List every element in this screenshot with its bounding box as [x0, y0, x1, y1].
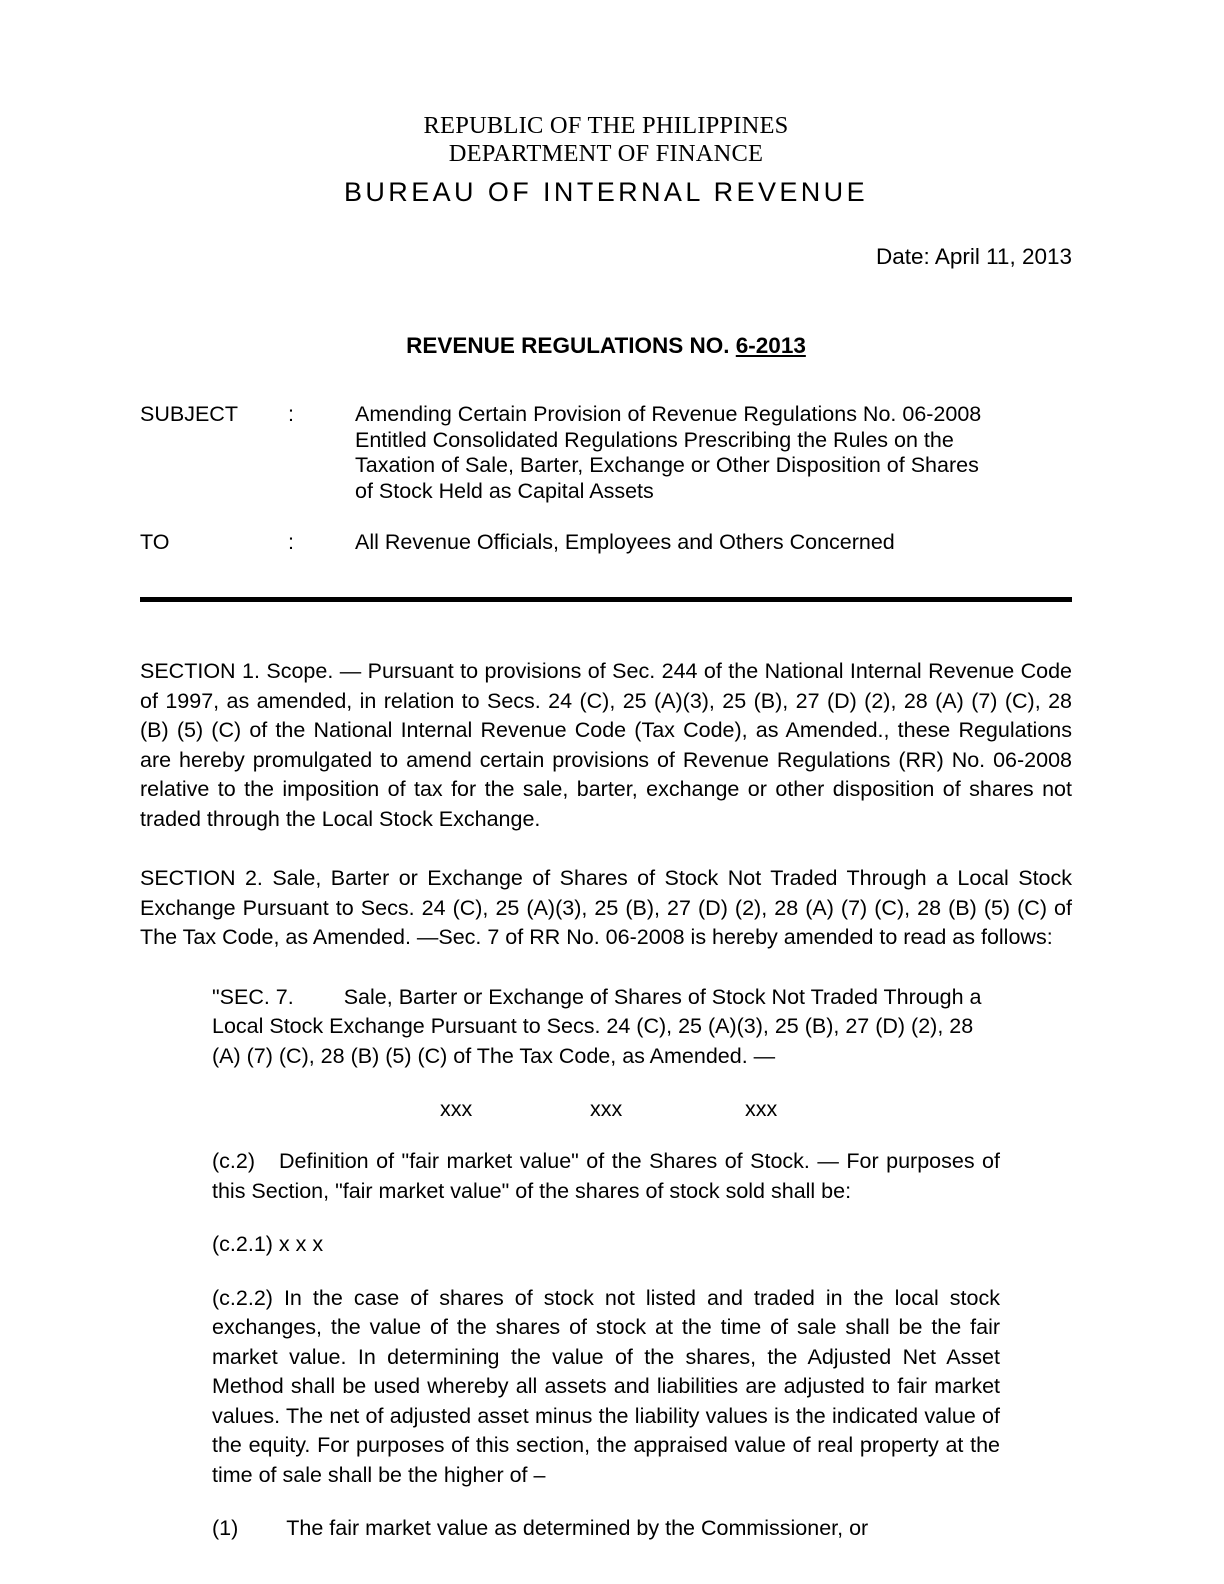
- xxx-mark: xxx: [440, 1097, 473, 1121]
- to-colon: :: [288, 530, 294, 554]
- c21-paragraph: (c.2.1) x x x: [212, 1232, 324, 1256]
- subject-line: of Stock Held as Capital Assets: [355, 478, 654, 503]
- item-1-text: The fair market value as determined by the Commissioner, or: [286, 1516, 869, 1540]
- sec7-paragraph: [212, 983, 1000, 1072]
- subject-line: Entitled Consolidated Regulations Prescribing the Rules on the: [355, 427, 954, 452]
- item-1-paragraph: [212, 1514, 1000, 1544]
- subject-row: [140, 402, 1072, 504]
- c2-paragraph: [212, 1147, 1000, 1206]
- to-label: TO: [140, 530, 170, 554]
- c2-text: Definition of "fair market value" of the Shares of Stock. — For purposes of this Section, "fair market value" of the shares of stock sold shall be:: [212, 1149, 1000, 1203]
- subject-colon: :: [288, 402, 294, 426]
- header-divider-rule: [140, 597, 1072, 602]
- regulation-title-prefix: REVENUE REGULATIONS NO.: [406, 333, 736, 358]
- xxx-mark: xxx: [590, 1097, 623, 1121]
- to-value: [355, 530, 1072, 556]
- document-body: [140, 657, 1072, 1568]
- c22-paragraph: (c.2.2) In the case of shares of stock not listed and traded in the local stock exchanges, the value of the shares of stock at the time of sale shall be the fair market value. In determining the value of the shares, the Adjusted Net Asset Method shall be used whereby all assets and liabilities are adjusted to fair market values. The net of adjusted asset minus the liability values is the indicated value of the equity. For purposes of this section, the appraised value of real property at the time of sale shall be the higher of –: [212, 1285, 1000, 1487]
- letterhead-department: DEPARTMENT OF FINANCE: [448, 140, 764, 167]
- item-1-label: (1): [212, 1516, 239, 1540]
- c2-label: (c.2): [212, 1149, 255, 1173]
- quoted-sec7-block: [212, 983, 1000, 1544]
- letterhead-republic: REPUBLIC OF THE PHILIPPINES: [423, 112, 789, 139]
- document-date: Date: April 11, 2013: [876, 244, 1072, 269]
- letterhead-bureau: BUREAU OF INTERNAL REVENUE: [344, 177, 868, 207]
- to-row: [140, 530, 1072, 556]
- subject-value: [355, 402, 1072, 504]
- regulation-title: [140, 332, 1072, 360]
- sec7-label: "SEC. 7.: [212, 984, 294, 1009]
- letterhead: [140, 112, 1072, 212]
- document-meta-block: [140, 402, 1072, 556]
- regulation-number: 6-2013: [735, 333, 806, 358]
- xxx-separator-row: [212, 1095, 1000, 1125]
- section-1-paragraph: SECTION 1. Scope. — Pursuant to provisions of Sec. 244 of the National Internal Revenue Code of 1997, as amended, in relation to Secs. 24 (C), 25 (A)(3), 25 (B), 27 (D) (2), 28 (A) (7) (C), 28 (B) (5) (C) of the National Internal Revenue Code (Tax Code), as Amended., these Regulations are hereby promulgated to amend certain provisions of Revenue Regulations (RR) No. 06-2008 relative to the imposition of tax for the sale, barter, exchange or other disposition of shares not traded through the Local Stock Exchange.: [140, 659, 1072, 831]
- section-2-paragraph: SECTION 2. Sale, Barter or Exchange of Shares of Stock Not Traded Through a Local Stock Exchange Pursuant to Secs. 24 (C), 25 (A)(3), 25 (B), 27 (D) (2), 28 (A) (7) (C), 28 (B) (5) (C) of The Tax Code, as Amended. —Sec. 7 of RR No. 06-2008 is hereby amended to read as follows:: [140, 866, 1072, 949]
- subject-line: Taxation of Sale, Barter, Exchange or Other Disposition of Shares: [355, 453, 979, 477]
- subject-label: SUBJECT: [140, 402, 238, 426]
- xxx-mark: xxx: [745, 1097, 778, 1121]
- to-line: All Revenue Officials, Employees and Others Concerned: [355, 530, 895, 554]
- subject-line: Amending Certain Provision of Revenue Regulations No. 06-2008: [355, 402, 982, 426]
- sec7-text: Sale, Barter or Exchange of Shares of Stock Not Traded Through a Local Stock Exchange Pursuant to Secs. 24 (C), 25 (A)(3), 25 (B), 27 (D) (2), 28 (A) (7) (C), 28 (B) (5) (C) of The Tax Code, as Amended. —: [212, 984, 982, 1068]
